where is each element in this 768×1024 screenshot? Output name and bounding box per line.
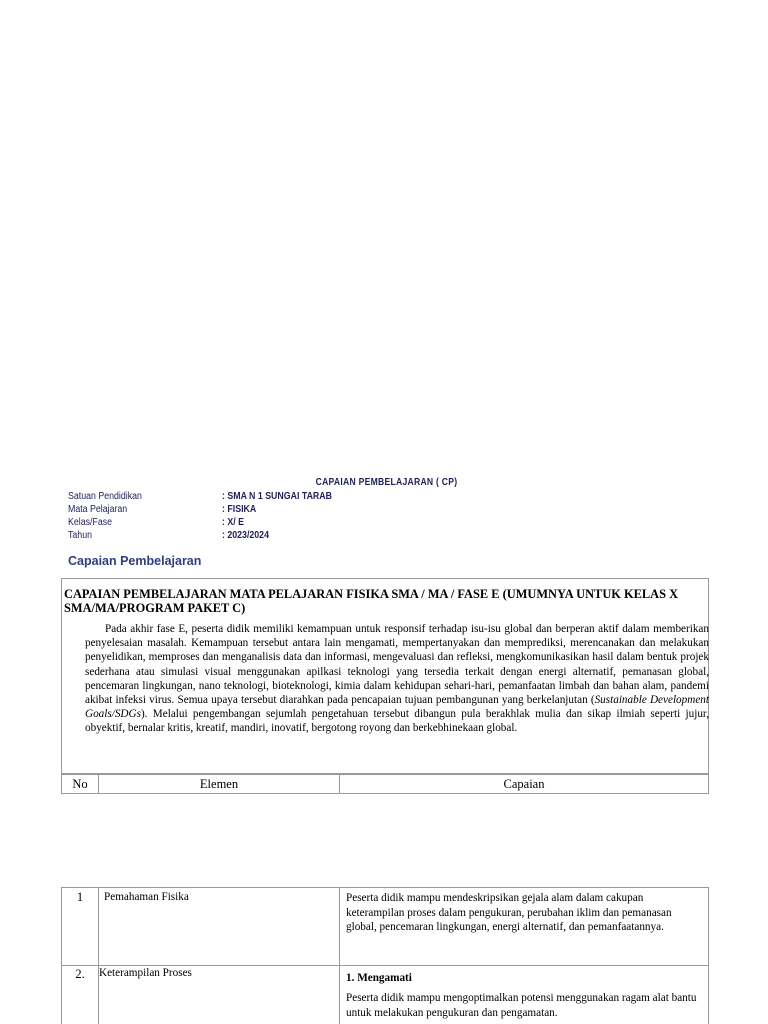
- paragraph-italic-text: Sustainable Development Goals/SDGs: [85, 694, 709, 721]
- meta-label: Kelas/Fase: [68, 517, 113, 528]
- meta-label: Satuan Pendidikan: [68, 491, 142, 502]
- column-divider: [98, 888, 99, 1024]
- cp-box-paragraph: [85, 622, 709, 736]
- meta-row-mata-pelajaran: [68, 504, 388, 517]
- cp-box-title: CAPAIAN PEMBELAJARAN MATA PELAJARAN FISIKA SMA / MA / FASE E (UMUMNYA UNTUK KELAS X SMA/MA/PROGRAM PAKET C): [64, 587, 679, 615]
- row-2-elemen: Keterampilan Proses: [99, 967, 192, 979]
- meta-label: Tahun: [68, 530, 92, 541]
- cp-description-box: [61, 578, 709, 774]
- row-1-elemen: Pemahaman Fisika: [104, 891, 189, 903]
- meta-row-kelas-fase: [68, 517, 388, 530]
- paragraph-text: ). Melalui pengembangan sejumlah pengetahuan tersebut dibangun pula berakhlak mulia dan sikap ilmiah seperti jujur, obyektif, bernalar kritis, kreatif, mandiri, inovatif, bergotong royong dan berkebhinekaan global.: [85, 708, 709, 735]
- row-2-capaian-heading: 1. Mengamati: [346, 972, 412, 984]
- section-heading: Capaian Pembelajaran: [68, 554, 202, 568]
- capaian-table: [61, 887, 709, 1024]
- document-meta: [68, 491, 388, 543]
- meta-value: : X/ E: [222, 517, 245, 528]
- row-2-no: 2.: [75, 967, 85, 981]
- meta-value: : FISIKA: [222, 504, 257, 515]
- document-title: CAPAIAN PEMBELAJARAN ( CP): [315, 477, 458, 488]
- row-2-capaian: Peserta didik mampu mengoptimalkan potensi menggunakan ragam alat bantu untuk melakukan pengukuran dan pengamatan.: [346, 992, 697, 1019]
- meta-value: : 2023/2024: [222, 530, 269, 541]
- meta-label: Mata Pelajaran: [68, 504, 128, 515]
- row-1-no: 1: [76, 890, 84, 904]
- meta-value: : SMA N 1 SUNGAI TARAB: [222, 491, 332, 502]
- header-no: No: [72, 777, 88, 791]
- header-capaian: Capaian: [503, 777, 545, 791]
- column-divider: [339, 888, 340, 1024]
- row-1-capaian: Peserta didik mampu mendeskripsikan gejala alam dalam cakupan keterampilan proses dalam pengukuran, perubahan iklim dan pemanasan global, pencemaran lingkungan, energi alternatif, dan pemanfaatannya.: [346, 892, 672, 933]
- meta-row-tahun: [68, 530, 388, 543]
- header-elemen: Elemen: [199, 777, 239, 791]
- meta-row-satuan-pendidikan: [68, 491, 388, 504]
- table-header-row: [61, 774, 709, 794]
- paragraph-text: Pada akhir fase E, peserta didik memiliki kemampuan untuk responsif terhadap isu-isu global dan berperan aktif dalam memberikan penyelesaian masalah. Kemampuan tersebut antara lain mengamati, mempertanyakan dan memprediksi, merencanakan dan melakukan penyelidikan, memproses dan menganalisis data dan informasi, mengevaluasi dan refleksi, mengkomunikasikan hasil dalam bentuk projek sederhana atau simulasi visual menggunakan apilkasi teknologi yang tersedia terkait dengan energi alternatif, pemanasan global, pencemaran lingkungan, nano teknologi, bioteknologi, kimia dalam kehidupan sehari-hari, pemanfaatan limbah dan bahan alam, pandemi akibat infeksi virus. Semua upaya tersebut diarahkan pada pencapaian tujuan pembangunan yang berkelanjutan (: [85, 623, 709, 707]
